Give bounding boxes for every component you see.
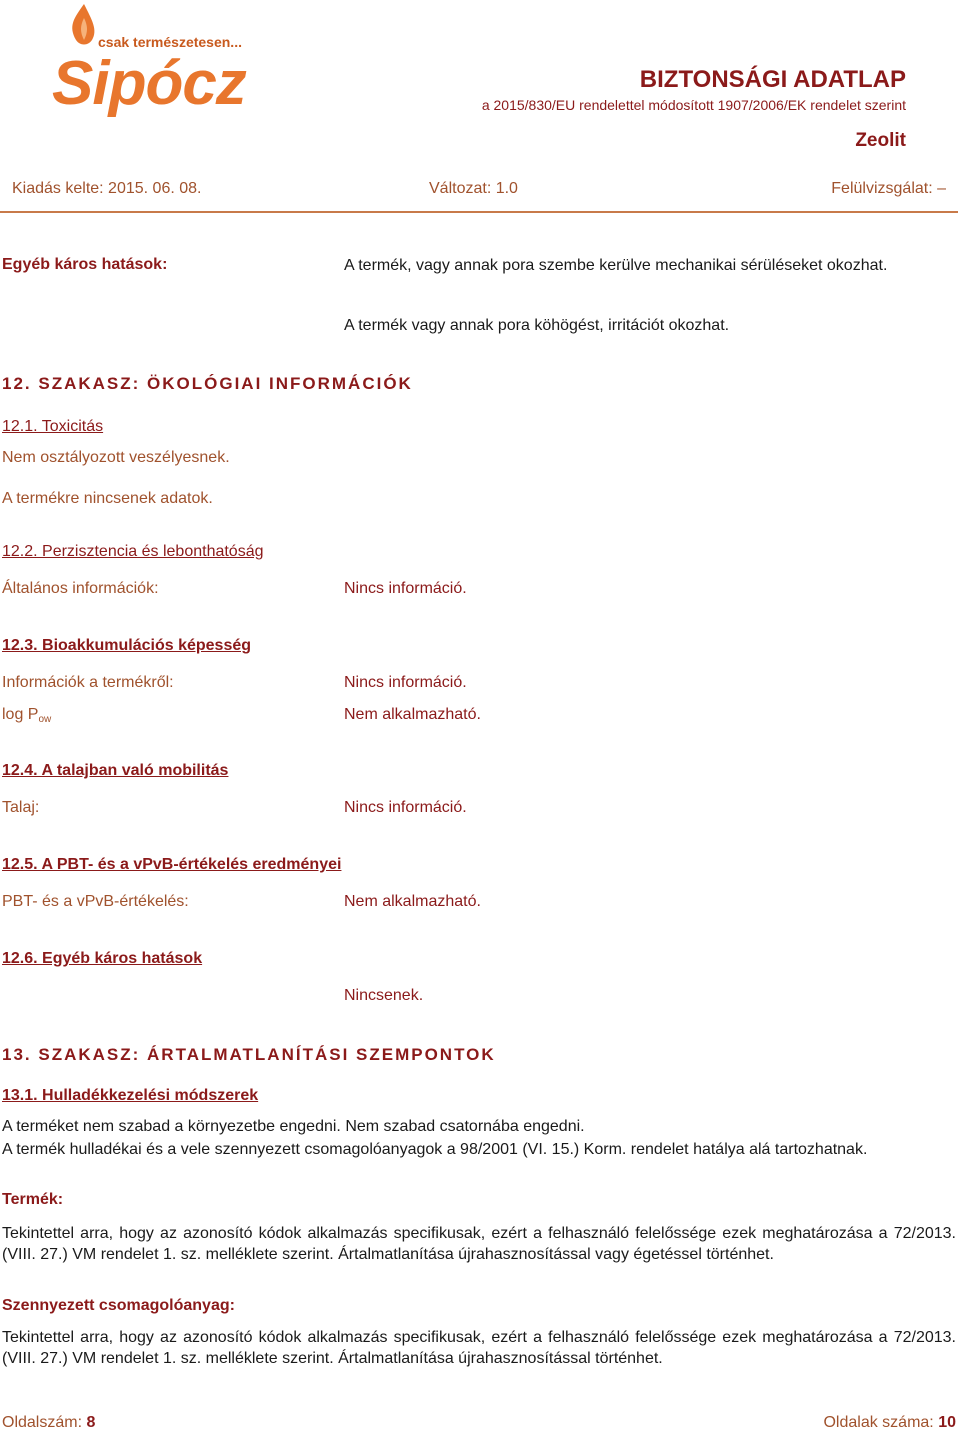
total-pages: Oldalak száma: 10 [823, 1414, 956, 1431]
product-waste-label: Termék: [2, 1191, 64, 1208]
waste-line-2: A termék hulladékai és a vele szennyezett csomagolóanyagok a 98/2001 (VI. 15.) Korm. rendelet hatálya alá tartozhatnak. [2, 1141, 868, 1158]
general-info-label: Általános információk: [2, 580, 159, 597]
toxicity-line-2: A termékre nincsenek adatok. [2, 490, 213, 507]
section-13-title: 13. SZAKASZ: ÁRTALMATLANÍTÁSI SZEMPONTOK [2, 1045, 496, 1064]
log-pow-value: Nem alkalmazható. [344, 706, 481, 723]
logo-tagline: csak természetesen... [98, 34, 242, 50]
company-logo [48, 0, 268, 125]
subsection-12-1-title: 12.1. Toxicitás [2, 418, 104, 435]
packaging-waste-text: Tekintettel arra, hogy az azonosító kódok alkalmazás specifikusak, ezért a felhasználó felelőssége ezek meghatározása a 72/2013. (VIII. 27.) VM rendelet 1. sz. melléklete szerint. Ártalmatlanítása újrahasznosítással történhet. [2, 1329, 956, 1367]
soil-value: Nincs információ. [344, 799, 467, 816]
document-title: BIZTONSÁGI ADATLAP [639, 66, 906, 93]
pbt-label: PBT- és a vPvB-értékelés: [2, 893, 189, 910]
section-12-title: 12. SZAKASZ: ÖKOLÓGIAI INFORMÁCIÓK [2, 374, 413, 393]
log-pow-label: $\log P_{ow}$ [2, 706, 52, 725]
header-divider [0, 211, 958, 213]
subsection-12-6-title: 12.6. Egyéb káros hatások [2, 950, 203, 967]
subsection-12-2-title: 12.2. Perzisztencia és lebonthatóság [2, 543, 264, 560]
pbt-value: Nem alkalmazható. [344, 893, 481, 910]
soil-label: Talaj: [2, 799, 40, 816]
page-number: Oldalszám: 8 [2, 1414, 96, 1431]
product-info-label: Információk a termékről: [2, 674, 174, 691]
packaging-waste-label: Szennyezett csomagolóanyag: [2, 1297, 235, 1314]
revision: Felülvizsgálat: – [831, 180, 946, 197]
subsection-13-1-title: 13.1. Hulladékkezelési módszerek [2, 1087, 259, 1104]
waste-line-1: A terméket nem szabad a környezetbe engedni. Nem szabad csatornába engedni. [2, 1118, 585, 1135]
subsection-12-5-title: 12.5. A PBT- és a vPvB-értékelés eredményei [2, 856, 342, 873]
subsection-12-4-title: 12.4. A talajban való mobilitás [2, 762, 229, 779]
general-info-value: Nincs információ. [344, 580, 467, 597]
other-effects-value-1: A termék, vagy annak pora szembe kerülve mechanikai sérüléseket okozhat. [344, 257, 888, 274]
other-effects-12-6-value: Nincsenek. [344, 987, 424, 1004]
product-waste-text: Tekintettel arra, hogy az azonosító kódok alkalmazás specifikusak, ezért a felhasználó felelőssége ezek meghatározása a 72/2013. (VIII. 27.) VM rendelet 1. sz. melléklete szerint. Ártalmatlanítása újrahasznosítással vagy égetéssel történhet. [2, 1225, 956, 1263]
logo-wordmark: Sipócz [52, 49, 246, 118]
product-name: Zeolit [855, 130, 906, 151]
product-info-value: Nincs információ. [344, 674, 467, 691]
other-effects-value-2: A termék vagy annak pora köhögést, irritációt okozhat. [344, 317, 730, 334]
other-effects-label: Egyéb káros hatások: [2, 256, 168, 273]
subsection-12-3-title: 12.3. Bioakkumulációs képesség [2, 637, 252, 654]
toxicity-line-1: Nem osztályozott veszélyesnek. [2, 449, 230, 466]
issue-date: Kiadás kelte: 2015. 06. 08. [12, 180, 202, 197]
document-subtitle: a 2015/830/EU rendelettel módosított 1907/2006/EK rendelet szerint [481, 97, 906, 113]
version: Változat: 1.0 [429, 180, 518, 197]
